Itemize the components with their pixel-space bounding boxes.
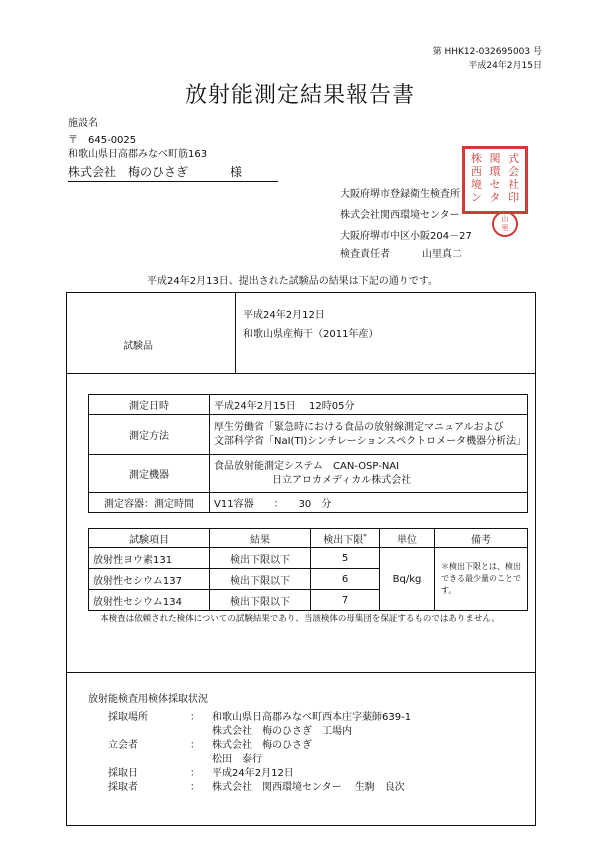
method-row-value-line2: 文部科学省「NaI(Tl)シンチレーションスペクトロメータ機器分析法」	[214, 435, 527, 447]
recipient-postal-code: 〒 645-0025	[68, 135, 137, 146]
collection-colon: ：	[190, 782, 200, 793]
document-number: 第 HHK12-032695003 号	[432, 47, 542, 57]
result-limit: 7	[311, 590, 380, 611]
result-limit: 5	[311, 548, 380, 569]
header-limit-mark: *	[363, 532, 367, 541]
method-row	[89, 395, 528, 415]
collection-label: 採取日	[108, 768, 138, 779]
method-row-value: 平成24年2月15日 12時05分	[210, 395, 528, 415]
results-header-row	[89, 529, 528, 548]
collection-value: 株式会社 関西環境センター 生駒 良次	[212, 782, 405, 793]
header-remarks: 備考	[435, 529, 528, 548]
result-item: 放射性ヨウ素131	[89, 548, 210, 569]
collection-value-line2: 松田 泰行	[212, 754, 262, 765]
result-unit: Bq/kg	[380, 548, 435, 611]
method-row	[89, 493, 528, 513]
method-row-label: 測定方法	[89, 415, 210, 455]
recipient-underline	[68, 181, 278, 182]
method-table	[88, 394, 528, 513]
collection-title: 放射能検査用検体採取状況	[88, 694, 208, 705]
method-row-label: 測定機器	[89, 455, 210, 493]
method-row	[89, 455, 528, 493]
intro-statement: 平成24年2月13日、提出された試験品の結果は下記の通りです。	[147, 276, 439, 287]
sample-date: 平成24年2月12日	[243, 310, 325, 321]
results-row	[89, 548, 528, 569]
result-item: 放射性セシウム137	[89, 569, 210, 590]
collection-colon: ：	[190, 768, 200, 779]
company-seal: 株 関 式 西 環 会 境 セ 社 ン タ 印	[462, 146, 528, 214]
header-item: 試験項目	[89, 529, 210, 548]
recipient-company: 株式会社 梅のひさぎ	[68, 165, 189, 179]
method-row-value-line2: 日立アロカメディカル株式会社	[272, 474, 412, 486]
header-unit: 単位	[380, 529, 435, 548]
result-value: 検出下限以下	[210, 590, 311, 611]
sample-label: 試験品	[123, 341, 153, 352]
issue-date: 平成24年2月15日	[468, 61, 542, 71]
method-row-value: 食品放射能測定システム CAN-OSP-NAI	[214, 460, 400, 472]
recipient-address: 和歌山県日高郡みなべ町筋163	[68, 149, 208, 160]
result-item: 放射性セシウム134	[89, 590, 210, 611]
method-row-label: 測定容器：測定時間	[89, 493, 210, 513]
collection-label: 採取者	[108, 782, 138, 793]
header-limit: 検出下限	[323, 534, 364, 546]
recipient-honorific: 様	[230, 165, 243, 179]
disclaimer: 本検査は依頼された検体についての試験結果であり、当該検体の母集団を保証するものではありません。	[100, 614, 500, 624]
result-value: 検出下限以下	[210, 548, 311, 569]
issuer-company: 株式会社関西環境センター	[340, 210, 460, 221]
collection-value: 株式会社 梅のひさぎ	[212, 740, 312, 751]
issuer-address: 大阪府堺市中区小阪204－27	[340, 231, 472, 242]
collection-value: 平成24年2月12日	[212, 768, 294, 779]
collection-label: 立会者	[108, 740, 138, 751]
header-result: 結果	[210, 529, 311, 548]
sample-column-divider	[235, 293, 236, 373]
method-row-label: 測定日時	[89, 395, 210, 415]
sample-divider	[67, 373, 535, 374]
inspector-label: 検査責任者	[340, 249, 390, 260]
collection-value: 和歌山県日高郡みなべ町西本庄字薬師639-1	[212, 712, 412, 723]
result-limit: 6	[311, 569, 380, 590]
collection-value-line2: 株式会社 梅のひさぎ 工場内	[212, 726, 352, 737]
inspector-name: 山里真二	[422, 249, 462, 260]
facility-label: 施設名	[68, 118, 98, 129]
result-value: 検出下限以下	[210, 569, 311, 590]
collection-label: 採取場所	[108, 712, 148, 723]
inspector-seal: 山 里	[492, 211, 518, 237]
collection-colon: ：	[190, 740, 200, 751]
method-row	[89, 415, 528, 455]
result-remarks: ＊検出下限とは、検出できる最少量のことです。	[435, 548, 528, 611]
collection-divider	[67, 672, 535, 673]
results-table	[88, 528, 528, 611]
sample-name: 和歌山県産梅干（2011年産）	[243, 329, 379, 340]
collection-colon: ：	[190, 712, 200, 723]
method-row-value: V11容器 ： 30 分	[210, 493, 528, 513]
page-title: 放射能測定結果報告書	[184, 83, 415, 108]
method-row-value: 厚生労働省「緊急時における食品の放射線測定マニュアルおよび	[214, 421, 504, 433]
issuer-registration: 大阪府堺市登録衛生検査所	[340, 189, 460, 200]
